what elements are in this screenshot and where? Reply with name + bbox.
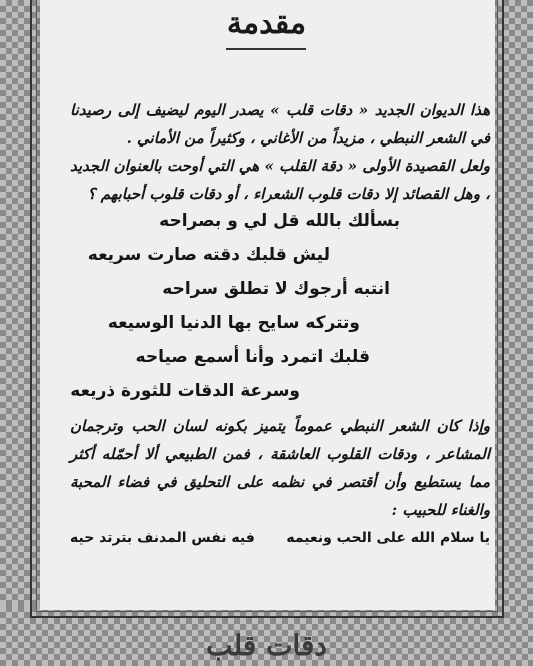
closing-couplet: [70, 530, 490, 546]
poem-verses: [70, 208, 490, 412]
verse-line: وتتركه سايح بها الدنيا الوسيعه: [107, 313, 360, 333]
second-paragraph: ولعل القصيدة الأولى « دقة القلب » هي التي أوحت بالعنوان الجديد ، وهل القصائد إلا دقات قلوب الشعراء ، أو دقات قلوب أحبابهم ؟: [70, 157, 490, 203]
book-title-footer: دقات قلب: [206, 629, 327, 662]
verse-line: وسرعة الدقات للثورة ذريعه: [70, 381, 300, 401]
page-body: [70, 96, 490, 546]
title-underline: [226, 48, 306, 50]
couplet-second-half: فيه نفس المدنف بترتد حيه: [70, 530, 255, 546]
couplet-first-half: يا سلام الله على الحب ونعيمه: [286, 530, 490, 546]
page-title: مقدمة: [226, 6, 307, 41]
verse-line: بسألك بالله قل لي و بصراحه: [159, 211, 400, 231]
intro-paragraph: هذا الديوان الجديد « دقات قلب » يصدر اليوم ليضيف إلى رصيدنا في الشعر النبطي ، مزيداً من الأغاني ، وكثيراً من الأماني .: [70, 101, 490, 147]
verse-line: قلبك اتمرد وأنا أسمع صياحه: [135, 347, 370, 367]
verse-line: انتبه أرجوك لا تطلق سراحه: [162, 279, 390, 299]
verse-line: ليش قلبك دقته صارت سريعه: [87, 245, 330, 265]
closing-paragraph: وإذا كان الشعر النبطي عموماً يتميز بكونه لسان الحب وترجمان المشاعر ، ودقات القلوب العاشقة ، فمن الطبيعي ألا أحمّله أكثر مما يستطيع وأن أقتصر في نظمه على التحليق في فضاء المحبة والغناء للحبيب :: [70, 417, 490, 519]
